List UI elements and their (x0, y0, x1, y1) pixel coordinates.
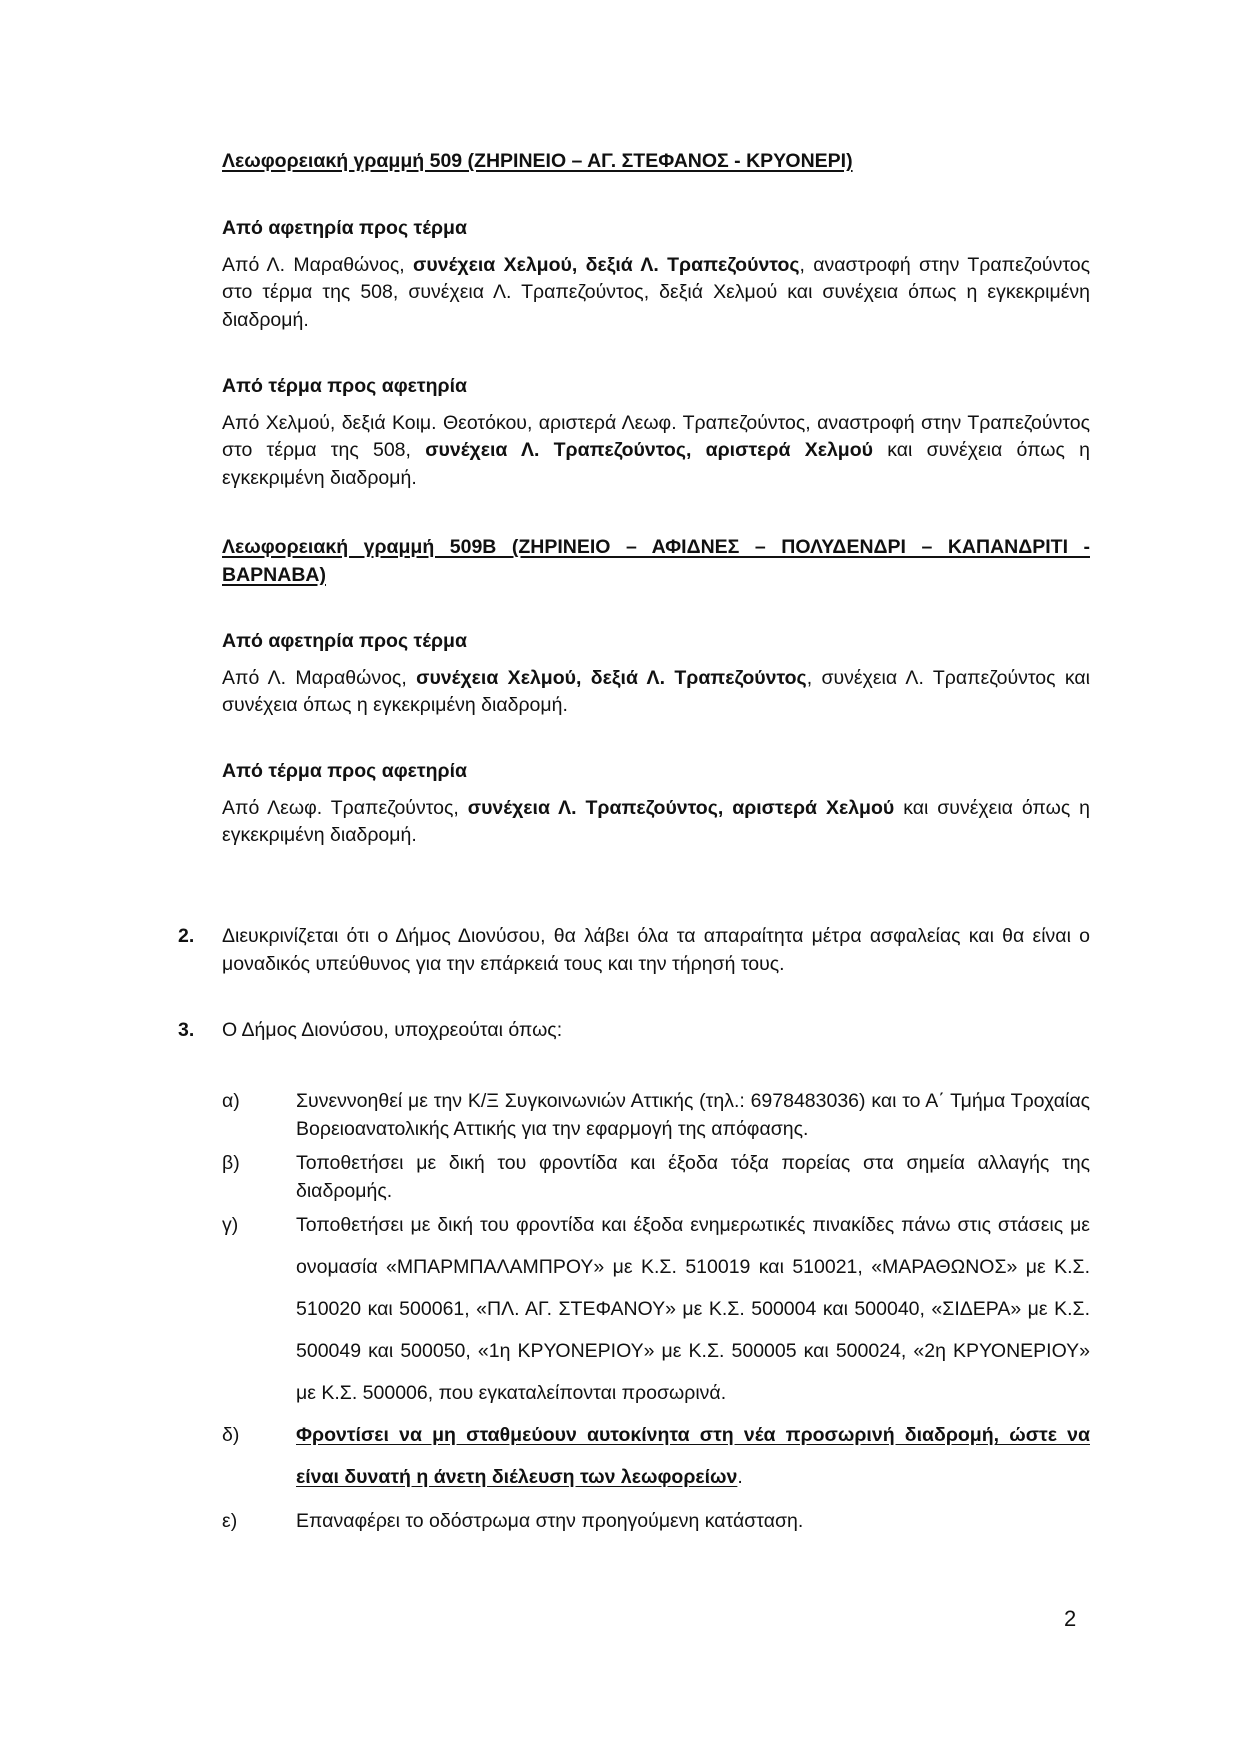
item-number: 2. (178, 925, 195, 947)
route-509-outbound-heading: Από αφετηρία προς τέρμα (222, 217, 467, 239)
sub-item-d (222, 1414, 1090, 1498)
sub-item-letter: γ) (222, 1214, 239, 1236)
route-509b-outbound-text (222, 665, 1090, 720)
sub-item-text: Τοποθετήσει με δική του φροντίδα και έξοδα ενημερωτικές πινακίδες πάνω στις στάσεις με ονομασία «ΜΠΑΡΜΠΑΛΑΜΠΡΟΥ» με Κ.Σ. 510019 και 510021, «ΜΑΡΑΘΩΝΟΣ» με Κ.Σ. 510020 και 500061, «ΠΛ. ΑΓ. ΣΤΕΦΑΝΟΥ» με Κ.Σ. 500004 και 500040, «ΣΙΔΕΡΑ» με Κ.Σ. 500049 και 500050, «1η ΚΡΥΟΝΕΡΙΟΥ» με Κ.Σ. 500005 και 500024, «2η ΚΡΥΟΝΕΡΙΟΥ» με Κ.Σ. 500006, που εγκαταλείπονται προσωρινά. (296, 1214, 1090, 1404)
text-run: . (737, 1466, 743, 1488)
bold-run: συνέχεια Χελμού, δεξιά Λ. Τραπεζούντος (413, 253, 800, 276)
text-run: , αναστροφή στην Τραπεζούντος στο τέρμα της 508, συνέχεια Λ. Τραπεζούντος, δεξιά Χελμού και συνέχεια όπως η εγκεκριμένη διαδρομή. (222, 253, 1090, 331)
sub-item-text: Επαναφέρει το οδόστρωμα στην προηγούμενη κατάσταση. (296, 1510, 804, 1532)
sub-item-letter: β) (222, 1152, 240, 1174)
sub-item-text: Τοποθετήσει με δική του φροντίδα και έξοδα τόξα πορείας στα σημεία αλλαγής της διαδρομής. (296, 1152, 1090, 1202)
sub-item-text: Συνεννοηθεί με την Κ/Ξ Συγκοινωνιών Αττικής (τηλ.: 6978483036) και το Α΄ Τμήμα Τροχαίας Βορειοανατολικής Αττικής για την εφαρμογή της απόφασης. (296, 1090, 1090, 1140)
text-run: Από Λεωφ. Τραπεζούντος, (222, 796, 468, 819)
route-509b-title: Λεωφορειακή γραμμή 509Β (ΖΗΡΙΝΕΙΟ – ΑΦΙΔΝΕΣ – ΠΟΛΥΔΕΝΔΡΙ – ΚΑΠΑΝΔΡΙΤΙ - ΒΑΡΝΑΒΑ) (222, 536, 1090, 586)
bold-run: συνέχεια Λ. Τραπεζούντος, αριστερά Χελμού (467, 796, 895, 819)
sub-item-letter: α) (222, 1090, 240, 1112)
text-run: Από Λ. Μαραθώνος, (222, 253, 414, 276)
emphasized-text: Φροντίσει να μη σταθμεύουν αυτοκίνητα στη νέα προσωρινή διαδρομή, ώστε να είναι δυνατή η άνετη διέλευση των λεωφορείων (296, 1424, 1090, 1488)
sub-item-a (222, 1088, 1090, 1143)
route-509b-inbound-heading: Από τέρμα προς αφετηρία (222, 760, 467, 782)
numbered-item-3 (178, 1017, 1090, 1045)
text-run: Από Λ. Μαραθώνος, (222, 666, 417, 689)
text-run: Από Χελμού, δεξιά Κοιμ. Θεοτόκου, αριστερά Λεωφ. Τραπεζούντος, αναστροφή στην Τραπεζούντος στο τέρμα της 508, (222, 411, 1090, 461)
text-run: και συνέχεια όπως η εγκεκριμένη διαδρομή. (222, 439, 1090, 489)
sub-item-text (296, 1414, 1090, 1498)
route-509-inbound-text (222, 410, 1090, 493)
item-text: Διευκρινίζεται ότι ο Δήμος Διονύσου, θα λάβει όλα τα απαραίτητα μέτρα ασφαλείας και θα είναι ο μοναδικός υπεύθυνος για την επάρκειά τους και την τήρησή τους. (222, 925, 1090, 975)
route-509b-inbound-text (222, 795, 1090, 850)
route-509-inbound-heading: Από τέρμα προς αφετηρία (222, 375, 467, 397)
route-509-inbound-section (222, 373, 1090, 492)
page-number: 2 (1064, 1606, 1077, 1631)
sub-item-c (222, 1204, 1090, 1414)
numbered-item-2 (178, 923, 1090, 978)
sub-item-letter: δ) (222, 1424, 240, 1446)
route-509-outbound-section (222, 215, 1090, 334)
item-text: Ο Δήμος Διονύσου, υποχρεούται όπως: (222, 1019, 563, 1041)
route-509-outbound-text (222, 252, 1090, 335)
bold-run: συνέχεια Λ. Τραπεζούντος, αριστερά Χελμού (425, 439, 873, 461)
sub-item-e (222, 1508, 1090, 1536)
bold-run: συνέχεια Χελμού, δεξιά Λ. Τραπεζούντος (416, 666, 807, 689)
route-509-title: Λεωφορειακή γραμμή 509 (ΖΗΡΙΝΕΙΟ – ΑΓ. ΣΤΕΦΑΝΟΣ - ΚΡΥΟΝΕΡΙ) (222, 150, 853, 172)
sub-item-letter: ε) (222, 1510, 238, 1532)
item-number: 3. (178, 1019, 195, 1041)
sub-item-b (222, 1150, 1090, 1205)
text-run: και συνέχεια όπως η εγκεκριμένη διαδρομή. (222, 796, 1090, 846)
route-509b-inbound-section (222, 758, 1090, 850)
text-run: , συνέχεια Λ. Τραπεζούντος και συνέχεια όπως η εγκεκριμένη διαδρομή. (222, 666, 1091, 716)
route-509b-outbound-section (222, 628, 1090, 720)
route-509b-outbound-heading: Από αφετηρία προς τέρμα (222, 630, 467, 652)
